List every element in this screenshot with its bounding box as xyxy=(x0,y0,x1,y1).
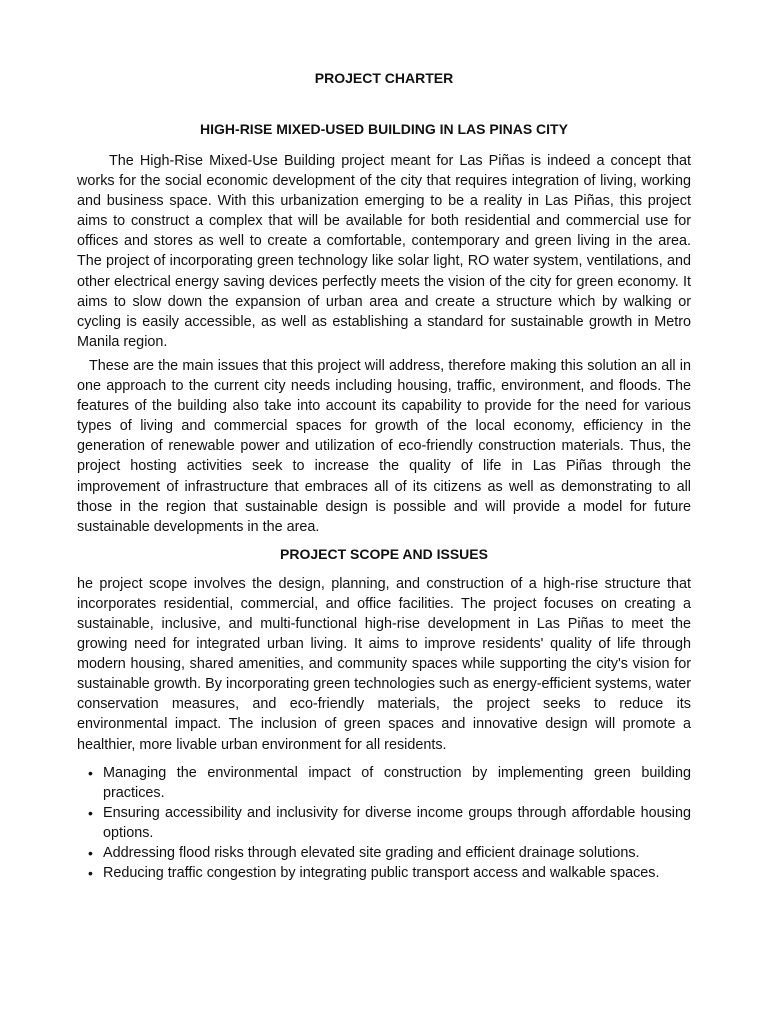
intro-paragraph: These are the main issues that this project will address, therefore making this solution an all in one approach to the current city needs including housing, traffic, environment, and floods. The features of the building also take into account its capability to provide for the need for various types of living and commercial spaces for growth of the local economy, efficiency in the generation of renewable power and utilization of eco-friendly construction materials. Thus, the project hosting activities seek to increase the quality of life in Las Piñas through the improvement of infrastructure that embraces all of its citizens as well as demonstrating to all those in the region that sustainable design is possible and will provide a model for future sustainable developments in the area. xyxy=(77,357,691,535)
scope-paragraph: he project scope involves the design, planning, and construction of a high-rise structure that incorporates residential, commercial, and office facilities. The project focuses on creating a sustainable, inclusive, and multi-functional high-rise development in Las Piñas to meet the growing need for integrated urban living. It aims to improve residents' quality of life through modern housing, shared amenities, and community spaces while supporting the city's vision for sustainable growth. By incorporating green technologies such as energy-efficient systems, water conservation measures, and eco-friendly materials, the project seeks to reduce its environmental impact. The inclusion of green spaces and innovative design will promote a healthier, more livable urban environment for all residents. xyxy=(77,575,691,753)
bullet-icon: • xyxy=(88,864,93,881)
bullet-icon: • xyxy=(88,764,93,781)
document-subtitle: HIGH-RISE MIXED-USED BUILDING IN LAS PINAS CITY xyxy=(200,121,568,137)
list-item xyxy=(77,803,691,843)
list-item xyxy=(77,843,691,863)
intro-paragraph: The High-Rise Mixed-Use Building project meant for Las Piñas is indeed a concept that works for the social economic development of the city that requires integration of living, working and business space. With this urbanization emerging to be a reality in Las Piñas, this project aims to construct a complex that will be available for both residential and commercial use for offices and stores as well to create a comfortable, contemporary and green living in the area. The project of incorporating green technology like solar light, RO water system, ventilations, and other electrical energy saving devices perfectly meets the vision of the city for green economy. It aims to slow down the expansion of urban area and create a structure which by walking or cycling is easily accessible, as well as establishing a standard for sustainable growth in Metro Manila region. xyxy=(77,153,691,350)
bullet-icon: • xyxy=(88,804,93,821)
document-title: PROJECT CHARTER xyxy=(314,70,454,86)
issue-text: Ensuring accessibility and inclusivity for diverse income groups through affordable housing options. xyxy=(103,804,691,841)
list-item xyxy=(77,763,691,803)
issue-text: Addressing flood risks through elevated site grading and efficient drainage solutions. xyxy=(103,844,640,861)
scope-heading: PROJECT SCOPE AND ISSUES xyxy=(280,545,488,562)
bullet-icon: • xyxy=(88,844,93,861)
issue-text: Reducing traffic congestion by integrating public transport access and walkable spaces. xyxy=(103,864,660,881)
list-item xyxy=(77,863,691,883)
issue-text: Managing the environmental impact of construction by implementing green building practices. xyxy=(103,764,691,801)
issues-list xyxy=(77,763,691,883)
